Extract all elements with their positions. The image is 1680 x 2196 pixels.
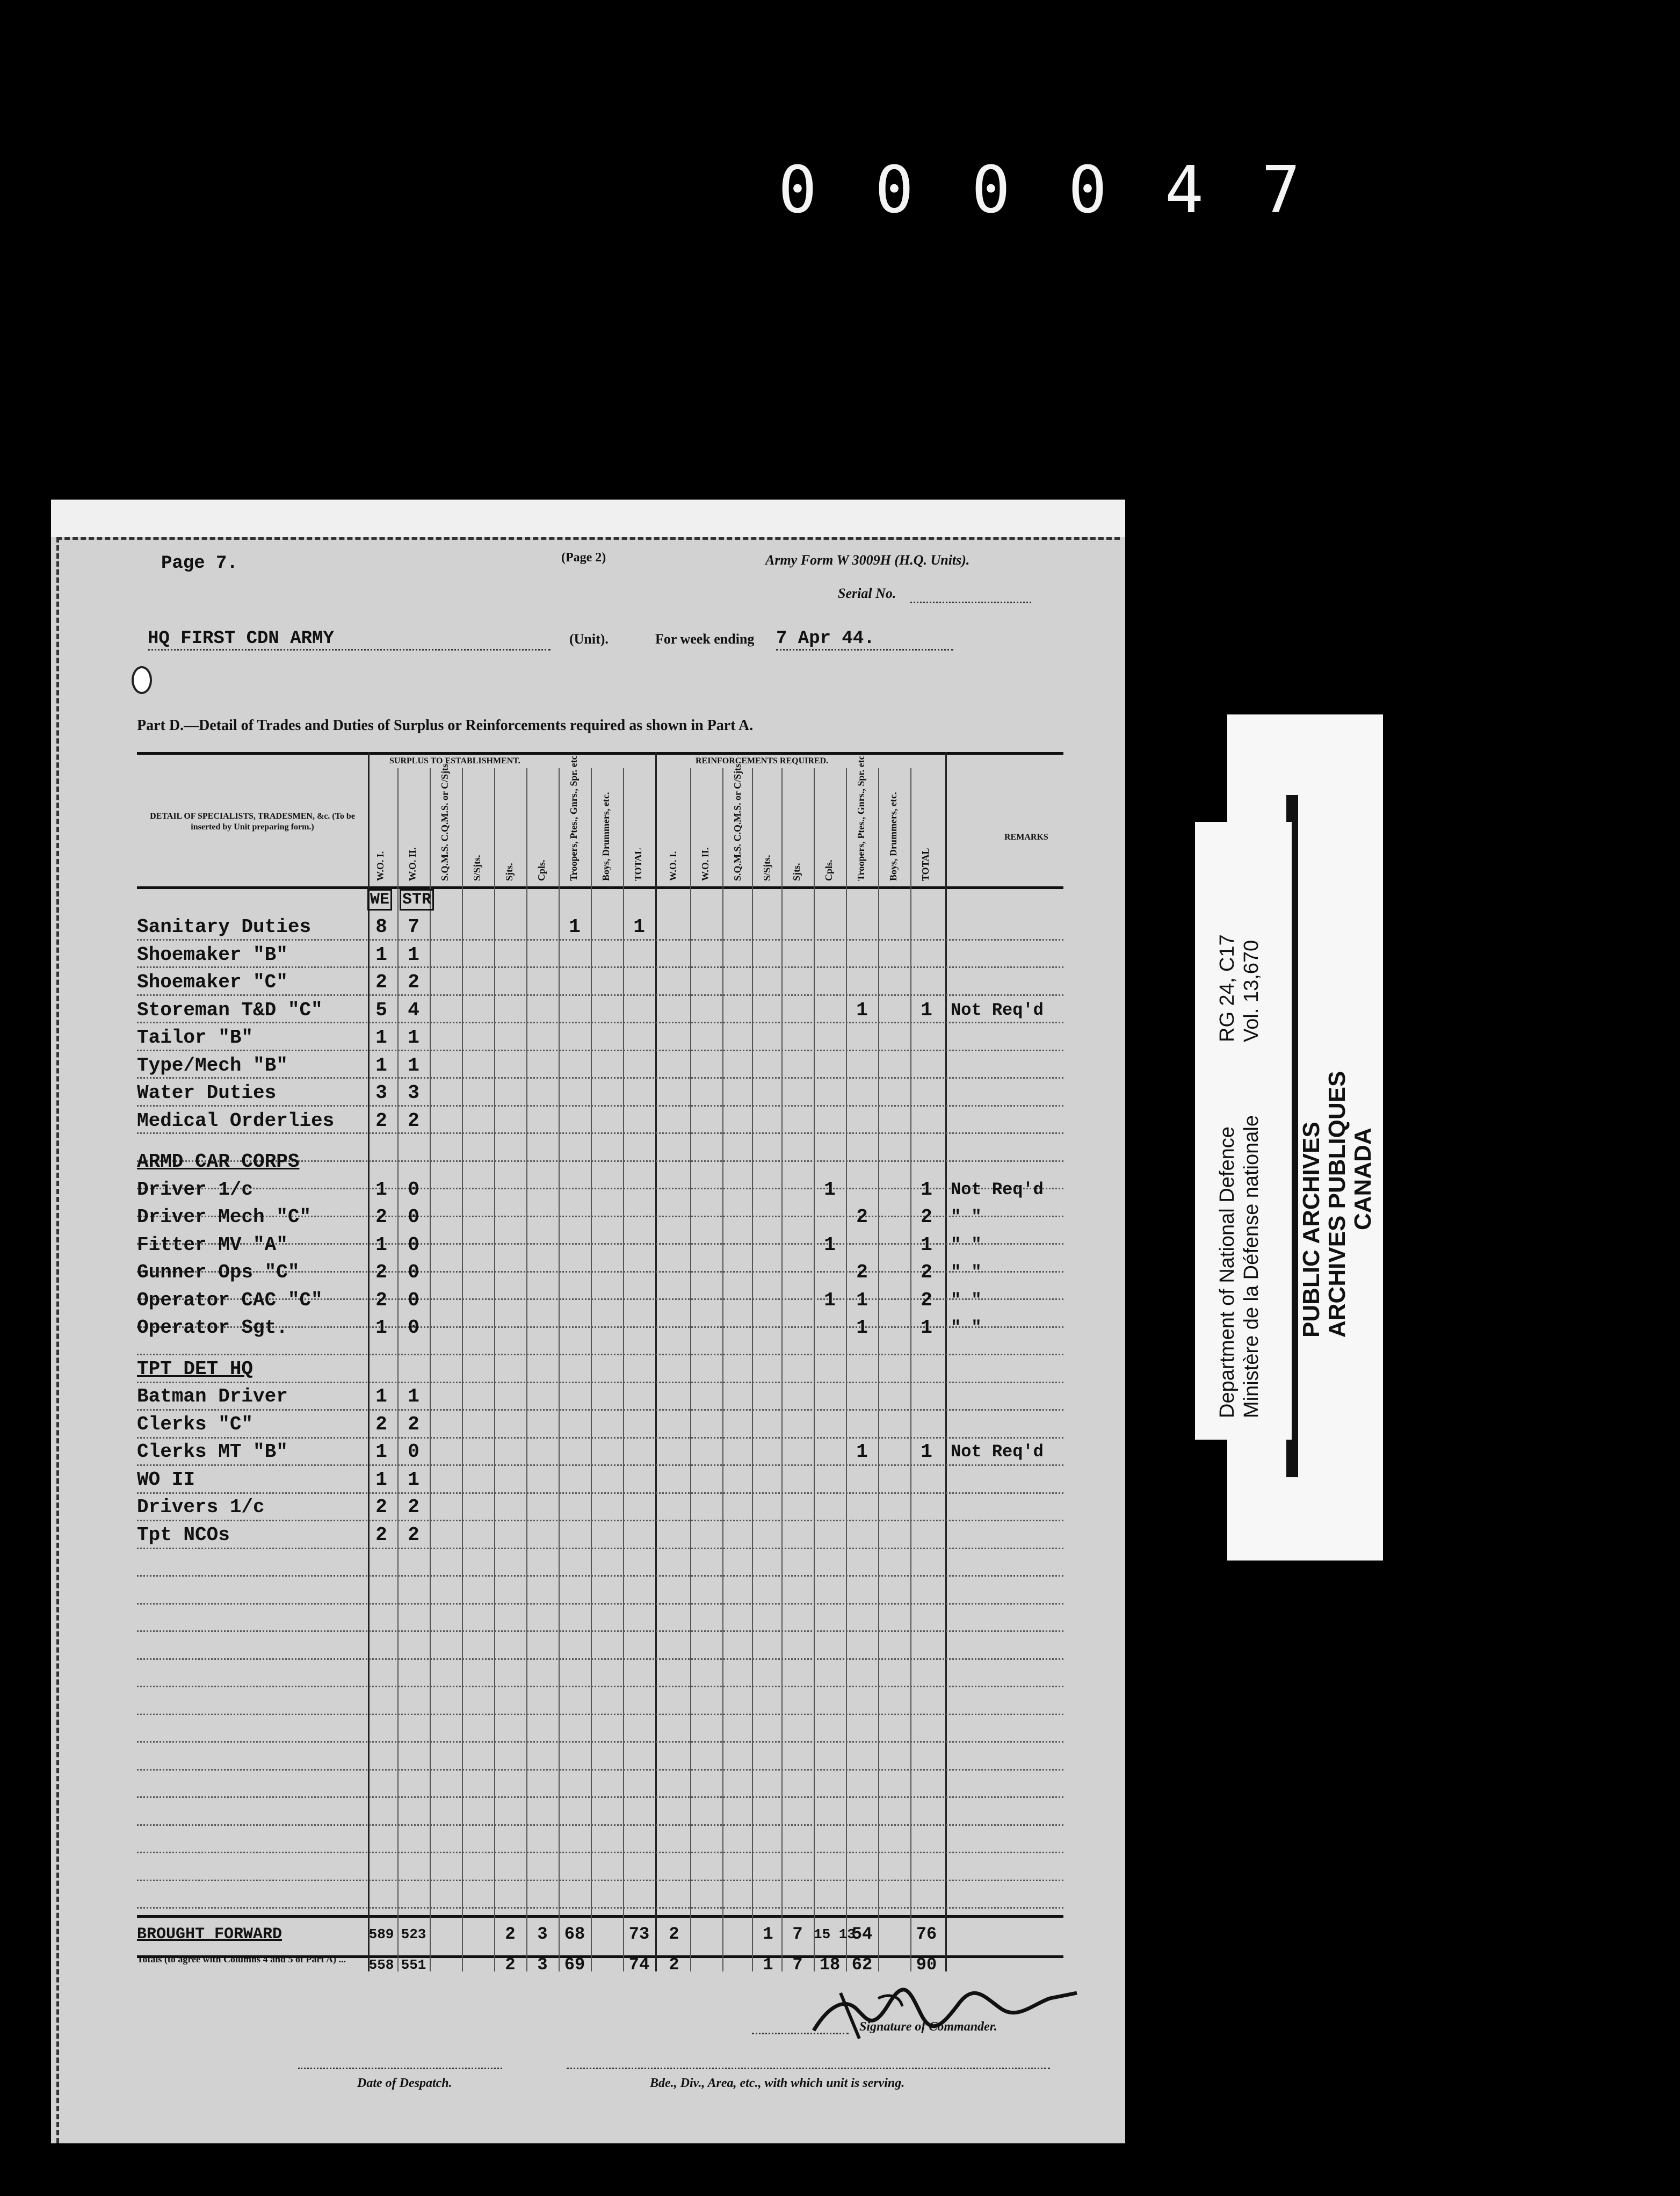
we-cell: 1 [375, 1317, 387, 1339]
part-title: Part D.—Detail of Trades and Duties of Surplus or Reinforcements required as shown in Part A. [137, 717, 754, 734]
column-header: S.Q.M.S. C.Q.M.S. or C/Sjts. [439, 761, 450, 881]
trade-row [137, 1231, 1063, 1259]
frame-digit: 0 [874, 153, 914, 228]
str-cell: 0 [408, 1261, 419, 1283]
trades-table [137, 752, 1063, 1975]
row-rule [137, 1686, 1063, 1687]
page-number: Page 7. [161, 553, 238, 574]
row-rule [137, 1714, 1063, 1715]
we-cell: 1 [375, 1233, 387, 1256]
str-cell: 7 [408, 916, 419, 938]
column-header: Troopers, Ptes., Gnrs., Spr. etc. [856, 753, 866, 881]
trade-label: Shoemaker "B" [137, 943, 288, 966]
trade-label: Storeman T&D "C" [137, 999, 323, 1021]
remarks-header: REMARKS [1004, 833, 1048, 842]
archive-ref-vol: Vol. 13,670 [1240, 940, 1263, 1042]
trade-row [137, 1203, 1063, 1231]
we-cell: 8 [375, 916, 387, 938]
trade-label: WO II [137, 1468, 195, 1491]
column-header: W.O. I. [375, 851, 386, 881]
r-total-cell: 1 [921, 1441, 932, 1463]
column-header: W.O. I. [668, 851, 678, 881]
column-header: W.O. II. [700, 847, 711, 881]
trade-row [137, 1079, 1063, 1107]
we-cell: 2 [375, 1109, 387, 1132]
trade-row [137, 1259, 1063, 1287]
s-cpls-total-cell: 3 [537, 1955, 548, 1975]
form-sheet [51, 500, 1125, 2143]
column-header: W.O. II. [407, 847, 418, 881]
r-cpls-cell: 1 [824, 1178, 836, 1201]
archive-publiques: ARCHIVES PUBLIQUES [1324, 1071, 1350, 1338]
s-cpls-total-cell: 3 [537, 1924, 548, 1944]
punch-hole [132, 666, 152, 694]
we-cell: 1 [375, 1441, 387, 1463]
we-cell: 2 [375, 1413, 387, 1435]
r-cpls-cell: 1 [824, 1289, 836, 1311]
trade-row [137, 1521, 1063, 1549]
trade-label: Fitter MV "A" [137, 1233, 288, 1256]
trade-row [137, 969, 1063, 996]
we-cell: 2 [375, 1261, 387, 1283]
serving-label: Bde., Div., Area, etc., with which unit is serving. [650, 2076, 905, 2090]
str-total-cell: 551 [401, 1957, 426, 1973]
remarks-cell: Not Req'd [951, 1442, 1044, 1462]
str-cell: 0 [408, 1206, 419, 1228]
trade-row [137, 913, 1063, 941]
section-row [137, 1355, 1063, 1383]
trade-row [137, 1024, 1063, 1052]
trade-label: Tpt NCOs [137, 1523, 230, 1546]
serving-line [567, 2055, 1050, 2069]
archive-dept-fr: Ministère de la Défense nationale [1240, 1115, 1263, 1418]
trade-label: Type/Mech "B" [137, 1054, 288, 1077]
str-cell: 1 [408, 1385, 419, 1407]
str-total-cell: 523 [401, 1926, 426, 1942]
week-value: 7 Apr 44. [776, 629, 953, 651]
r-total-cell: 2 [921, 1261, 932, 1283]
row-rule [137, 1575, 1063, 1577]
column-header: TOTAL [633, 848, 643, 881]
str-cell: 3 [408, 1082, 419, 1104]
we-cell: 1 [375, 1468, 387, 1491]
r-wo1-total-cell: 2 [669, 1955, 679, 1975]
reinforcements-header: REINFORCEMENTS REQUIRED. [696, 756, 829, 765]
brought-forward-row [137, 1920, 1063, 1947]
r-ptes-cell: 1 [856, 1289, 868, 1311]
unit-value: HQ FIRST CDN ARMY [148, 629, 551, 651]
r-ptes-cell: 2 [856, 1206, 868, 1228]
remarks-cell: " " [951, 1262, 982, 1282]
r-ptes-cell: 1 [856, 1317, 868, 1339]
remarks-cell: " " [951, 1318, 982, 1338]
surplus-header: SURPLUS TO ESTABLISHMENT. [389, 756, 520, 765]
column-header: Boys, Drummers, etc. [600, 792, 611, 881]
str-cell: 1 [408, 943, 419, 966]
r-total-cell: 1 [921, 1317, 932, 1339]
column-header: Sjts. [504, 863, 515, 881]
we-cell: 1 [375, 1385, 387, 1407]
we-cell: 1 [375, 1054, 387, 1077]
str-cell: 2 [408, 1496, 419, 1518]
archive-public: PUBLIC ARCHIVES [1298, 1122, 1324, 1338]
we-cell: 2 [375, 971, 387, 993]
row-rule [137, 1630, 1063, 1632]
we-cell: 2 [375, 1496, 387, 1518]
despatch-line [298, 2055, 502, 2069]
perforation-left [56, 537, 59, 2143]
row-rule [137, 1824, 1063, 1826]
frame-digit: 4 [1164, 153, 1204, 228]
str-cell: 2 [408, 1523, 419, 1546]
we-total-cell: 589 [368, 1926, 394, 1942]
trade-label: Medical Orderlies [137, 1109, 335, 1132]
trade-label: Drivers 1/c [137, 1496, 265, 1518]
str-cell: 4 [408, 999, 419, 1021]
we-cell: 5 [375, 999, 387, 1021]
signature-line [752, 2020, 849, 2034]
section-label: TPT DET HQ [137, 1357, 254, 1380]
trade-label: Clerks MT "B" [137, 1441, 288, 1463]
column-header: TOTAL [920, 848, 931, 881]
trade-row [137, 1176, 1063, 1204]
perforation-top [56, 537, 1120, 540]
we-total-cell: 558 [368, 1957, 394, 1973]
row-rule [137, 1796, 1063, 1798]
column-header: Cpls. [536, 859, 547, 881]
trade-label: Sanitary Duties [137, 916, 312, 938]
str-cell: 2 [408, 1413, 419, 1435]
trade-row [137, 1107, 1063, 1135]
trade-row [137, 1411, 1063, 1439]
trade-label: Shoemaker "C" [137, 971, 288, 993]
r-ptes-total-cell: 54 [851, 1924, 873, 1944]
r-total-total-cell: 76 [916, 1924, 937, 1944]
trade-row [137, 1466, 1063, 1494]
trade-label: Operator Sgt. [137, 1317, 288, 1339]
we-cell: 3 [375, 1082, 387, 1104]
unit-label: (Unit). [569, 631, 609, 647]
trade-label: Gunner Ops "C" [137, 1261, 300, 1283]
trade-row [137, 1314, 1063, 1342]
row-rule [137, 1741, 1063, 1743]
r-total-cell: 1 [921, 1233, 932, 1256]
column-header: S.Q.M.S. C.Q.M.S. or C/Sjts. [732, 761, 743, 881]
s-total-cell: 1 [633, 916, 645, 938]
r-sjts2-total-cell: 7 [792, 1924, 803, 1944]
remarks-cell: Not Req'd [951, 1000, 1044, 1020]
s-total-total-cell: 74 [628, 1955, 650, 1975]
week-label: For week ending [655, 631, 755, 647]
trade-label: Driver Mech "C" [137, 1206, 312, 1228]
serial-label: Serial No. [838, 586, 896, 601]
frame-digit: 0 [1068, 153, 1107, 228]
trade-label: Water Duties [137, 1082, 277, 1104]
section-label: ARMD CAR CORPS [137, 1151, 300, 1173]
totals-label: Totals (to agree with Columns 4 and 5 of Part A) ... [137, 1954, 346, 1964]
row-rule [137, 1658, 1063, 1660]
archive-ref-rg: RG 24, C17 [1216, 934, 1239, 1042]
s-ptes-total-cell: 68 [564, 1924, 585, 1944]
trade-label: Tailor "B" [137, 1027, 254, 1049]
r-cpls-cell: 1 [824, 1233, 836, 1256]
totals-row [137, 1951, 1063, 1983]
trade-row [137, 1052, 1063, 1080]
row-rule [137, 1769, 1063, 1771]
we-cell: 1 [375, 1027, 387, 1049]
remarks-cell: " " [951, 1207, 982, 1227]
row-rule [137, 1907, 1063, 1909]
column-header: Sjts. [791, 863, 802, 881]
r-cpls-total-cell: 15 13 [814, 1926, 856, 1942]
trade-label: Driver 1/c [137, 1178, 254, 1201]
trade-row [137, 1287, 1063, 1314]
s-ptes-total-cell: 69 [564, 1955, 585, 1975]
remarks-cell: Not Req'd [951, 1179, 1044, 1200]
str-cell: 0 [408, 1233, 419, 1256]
r-ptes-cell: 1 [856, 999, 868, 1021]
str-cell: 1 [408, 1054, 419, 1077]
detail-header: DETAIL OF SPECIALISTS, TRADESMEN, &c. (To be inserted by Unit preparing form.) [150, 812, 355, 832]
str-cell: 0 [408, 1178, 419, 1201]
s-ptes-cell: 1 [569, 916, 581, 938]
we-str-header: WE [367, 889, 392, 911]
r-ptes-cell: 1 [856, 1441, 868, 1463]
column-header: Boys, Drummers, etc. [888, 792, 899, 881]
str-cell: 1 [408, 1468, 419, 1491]
trade-row [137, 996, 1063, 1024]
str-cell: 0 [408, 1441, 419, 1463]
we-cell: 2 [375, 1523, 387, 1546]
column-header: Troopers, Ptes., Gnrs., Spr. etc. [568, 753, 579, 881]
frame-digit: 0 [778, 153, 817, 228]
remarks-cell: " " [951, 1290, 982, 1310]
s-total-total-cell: 73 [628, 1924, 650, 1944]
remarks-cell: " " [951, 1234, 982, 1255]
r-total-total-cell: 90 [916, 1955, 937, 1975]
we-cell: 1 [375, 1178, 387, 1201]
page-of-form: (Page 2) [561, 551, 606, 565]
column-header: Cpls. [823, 859, 834, 881]
we-cell: 2 [375, 1206, 387, 1228]
row-rule [137, 1603, 1063, 1605]
archive-dept-en: Department of National Defence [1216, 1126, 1239, 1418]
archive-canada: CANADA [1350, 1128, 1376, 1230]
trade-label: Batman Driver [137, 1385, 288, 1407]
r-total-cell: 2 [921, 1206, 932, 1228]
form-title: Army Form W 3009H (H.Q. Units). [765, 552, 970, 568]
s-sjts-total-cell: 2 [505, 1955, 516, 1975]
frame-number [773, 153, 1305, 228]
section-row [137, 1148, 1063, 1176]
r-total-cell: 1 [921, 1178, 932, 1201]
trade-row [137, 941, 1063, 969]
we-cell: 2 [375, 1289, 387, 1311]
column-header: S/Sjts. [762, 855, 772, 881]
signature-label: Signature of Commander. [859, 2020, 997, 2034]
str-cell: 0 [408, 1317, 419, 1339]
frame-digit: 7 [1261, 153, 1301, 228]
serial-field [910, 586, 1031, 603]
despatch-label: Date of Despatch. [357, 2076, 452, 2090]
trade-row [137, 1383, 1063, 1411]
trade-row [137, 1438, 1063, 1466]
we-cell: 1 [375, 943, 387, 966]
r-ptes-total-cell: 62 [851, 1955, 873, 1975]
s-sjts-total-cell: 2 [505, 1924, 516, 1944]
column-header: S/Sjts. [472, 855, 482, 881]
r-sjts-total-cell: 1 [763, 1924, 773, 1944]
r-ptes-cell: 2 [856, 1261, 868, 1283]
r-total-cell: 2 [921, 1289, 932, 1311]
str-cell: 0 [408, 1289, 419, 1311]
str-cell: 2 [408, 971, 419, 993]
str-cell: 2 [408, 1109, 419, 1132]
str-cell: 1 [408, 1027, 419, 1049]
trade-label: Operator CAC "C" [137, 1289, 323, 1311]
trade-label: Clerks "C" [137, 1413, 254, 1435]
r-sjts2-total-cell: 7 [792, 1955, 803, 1975]
brought-forward-label: BROUGHT FORWARD [137, 1925, 283, 1944]
row-rule [137, 1880, 1063, 1881]
frame-digit: 0 [971, 153, 1011, 228]
r-wo1-total-cell: 2 [669, 1924, 679, 1944]
trade-row [137, 1493, 1063, 1521]
we-str-header: STR [400, 889, 434, 911]
r-total-cell: 1 [921, 999, 932, 1021]
row-rule [137, 1852, 1063, 1853]
r-sjts-total-cell: 1 [763, 1955, 773, 1975]
r-cpls-total-cell: 18 [819, 1955, 841, 1975]
